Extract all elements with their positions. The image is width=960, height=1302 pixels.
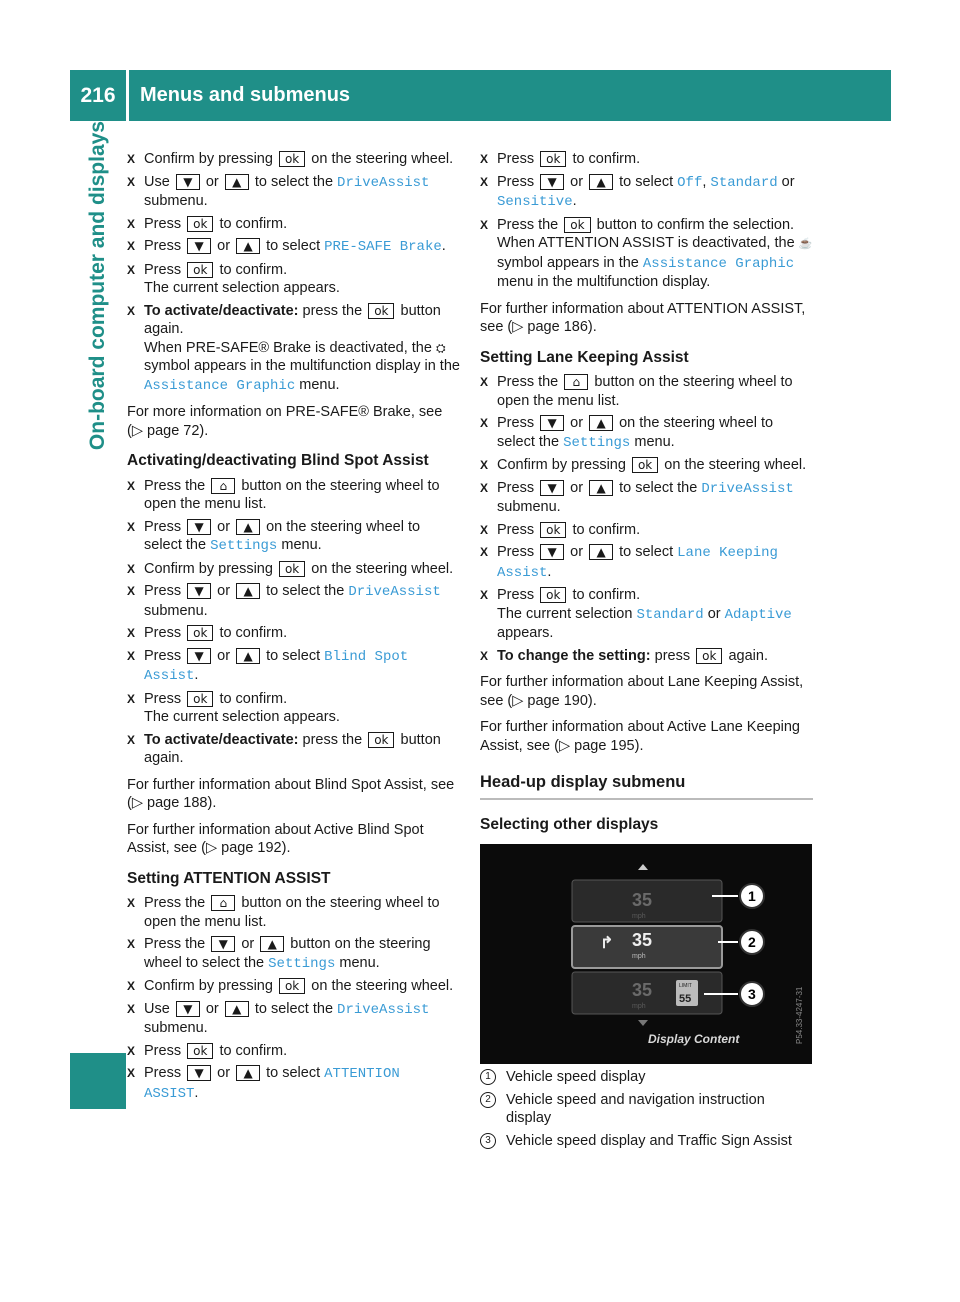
caption-item: 3 Vehicle speed display and Traffic Sign Assist	[480, 1132, 813, 1151]
menu-name: Blind Spot Assist	[144, 648, 409, 684]
speed-1: 35	[632, 890, 653, 910]
step: X Press ok to confirm.	[127, 215, 288, 232]
callout-3-number: 3	[748, 986, 756, 1002]
sidebar-section-label: On-board computer and displays	[86, 121, 109, 451]
menu-name: DriveAssist	[337, 1001, 430, 1018]
step-arrow-icon: X	[127, 979, 136, 993]
page-title: Menus and submenus	[140, 84, 351, 106]
step: X Press ok to confirm. The current selection appears.	[127, 261, 340, 296]
step: X Press ▼ or ▲ on the steering wheel to select the Settings menu.	[480, 415, 774, 451]
ok-key-icon: ok	[187, 216, 213, 232]
caption-number: 1	[480, 1069, 496, 1085]
step: X Use ▼ or ▲ to select the DriveAssist submenu.	[127, 173, 430, 209]
section-heading: Setting ATTENTION ASSIST	[127, 869, 331, 887]
down-key-icon: ▼	[187, 519, 211, 535]
menu-name: Off	[677, 174, 703, 191]
step: X Confirm by pressing ok on the steering wheel.	[127, 151, 454, 167]
ok-key-icon: ok	[540, 522, 566, 538]
left-column	[127, 150, 460, 1107]
up-key-icon: ▲	[589, 415, 613, 431]
callout-2-number: 2	[748, 934, 756, 950]
step: X Press the ⌂ button on the steering wheel to open the menu list.	[127, 895, 440, 930]
right-column	[480, 150, 813, 1154]
step: X Press ok to confirm.	[480, 151, 641, 167]
step-arrow-icon: X	[127, 262, 136, 277]
home-key-icon: ⌂	[211, 478, 235, 494]
step: X Press the ok button to confirm the selection. When ATTENTION ASSIST is deactivated, the ☕ symbol appears in the Assistance Graphic menu in the multifunction display.	[480, 216, 813, 290]
unit-1: mph	[632, 913, 646, 920]
step: X To activate/deactivate: press the ok button again. When PRE-SAFE® Brake is deactivated, the ⛭ symbol appears in the multifunction display in the Assistance Graphic menu.	[127, 302, 460, 394]
down-key-icon: ▼	[187, 583, 211, 599]
up-key-icon: ▲	[225, 174, 249, 190]
ok-key-icon: ok	[279, 151, 305, 167]
caption-item: 1 Vehicle speed display	[480, 1068, 813, 1087]
step: X Press ▼ or ▲ to select the DriveAssist submenu.	[480, 479, 794, 515]
unit-2: mph	[632, 953, 646, 960]
ok-key-icon: ok	[368, 303, 394, 319]
up-key-icon: ▲	[236, 238, 260, 254]
step-arrow-icon: X	[127, 303, 136, 318]
step: X Press ok to confirm.	[127, 625, 288, 641]
header-divider	[126, 70, 129, 121]
step: X Press ok to confirm.	[480, 521, 641, 538]
up-key-icon: ▲	[589, 174, 613, 190]
step-arrow-icon: X	[480, 416, 489, 430]
ok-key-icon: ok	[368, 732, 394, 748]
step-arrow-icon: X	[127, 732, 136, 747]
step-arrow-icon: X	[127, 1066, 136, 1080]
step-arrow-icon: X	[480, 152, 489, 166]
home-key-icon: ⌂	[211, 895, 235, 911]
display-content-label: Display Content	[648, 1032, 740, 1046]
step-arrow-icon: X	[127, 691, 136, 706]
step: X Press ok to confirm.	[127, 1042, 288, 1059]
step: X Press the ⌂ button on the steering wheel to open the menu list.	[127, 477, 440, 512]
down-key-icon: ▼	[540, 544, 564, 560]
step-arrow-icon: X	[127, 174, 136, 189]
attention-assist-off-icon: ☕	[798, 238, 813, 250]
step-arrow-icon: X	[127, 478, 136, 493]
menu-name: Settings	[563, 434, 631, 451]
down-key-icon: ▼	[176, 1001, 200, 1017]
limit-label: LIMIT	[679, 983, 692, 989]
hud-display-illustration	[480, 844, 812, 1064]
up-key-icon: ▲	[236, 519, 260, 535]
step: X Press ▼ or ▲ to select Lane Keeping Assist.	[480, 544, 778, 581]
down-key-icon: ▼	[187, 238, 211, 254]
menu-name: Adaptive	[724, 606, 792, 623]
sidebar-section-label-wrap	[70, 121, 126, 1051]
step: X Press ok to confirm. The current selection Standard or Adaptive appears.	[480, 587, 792, 641]
unit-3: mph	[632, 1003, 646, 1010]
up-key-icon: ▲	[589, 544, 613, 560]
menu-name: DriveAssist	[701, 480, 794, 497]
ok-key-icon: ok	[279, 978, 305, 994]
ok-key-icon: ok	[187, 625, 213, 641]
menu-name: Assistance Graphic	[642, 255, 795, 272]
step: X Press ▼ or ▲ on the steering wheel to select the Settings menu.	[127, 518, 421, 554]
ok-key-icon: ok	[540, 151, 566, 167]
step-arrow-icon: X	[127, 648, 136, 663]
info-paragraph: For further information about Lane Keeping Assist, see (▷ page 190).	[480, 674, 804, 709]
menu-name: Settings	[268, 955, 336, 972]
step: X Press ▼ or ▲ to select PRE-SAFE Brake.	[127, 238, 446, 255]
step: X Press the ▼ or ▲ button on the steering wheel to select the Settings menu.	[127, 936, 431, 972]
menu-name: PRE-SAFE Brake	[324, 239, 442, 255]
step: X Use ▼ or ▲ to select the DriveAssist submenu.	[127, 1000, 430, 1036]
menu-name: Settings	[210, 538, 278, 554]
ok-key-icon: ok	[540, 587, 566, 603]
section-heading: Selecting other displays	[480, 815, 659, 833]
menu-name: Standard	[710, 174, 778, 191]
figure-code: P54.33-4247-31	[795, 986, 804, 1044]
up-key-icon: ▲	[236, 1065, 260, 1081]
step: X Press ok to confirm. The current selection appears.	[127, 690, 340, 725]
menu-name: ATTENTION ASSIST	[144, 1066, 400, 1102]
info-paragraph: For further information about Blind Spot Assist, see (▷ page 188).	[127, 776, 455, 811]
callout-1-number: 1	[748, 888, 756, 904]
down-key-icon: ▼	[540, 174, 564, 190]
ok-key-icon: ok	[187, 691, 213, 707]
menu-name: Assistance Graphic	[144, 377, 296, 394]
step-arrow-icon: X	[127, 216, 136, 231]
ok-key-icon: ok	[187, 1043, 213, 1059]
step-arrow-icon: X	[480, 588, 489, 602]
step: X Press ▼ or ▲ to select ATTENTION ASSIST.	[127, 1065, 400, 1102]
step-arrow-icon: X	[127, 239, 136, 253]
up-key-icon: ▲	[589, 480, 613, 496]
info-paragraph: For more information on PRE-SAFE® Brake, see (▷ page 72).	[127, 404, 443, 439]
step: X Press ▼ or ▲ to select Off, Standard or Sensitive.	[480, 173, 795, 210]
page-number: 216	[80, 84, 116, 107]
step-arrow-icon: X	[480, 217, 489, 232]
pre-safe-off-icon: ⛭	[435, 340, 446, 355]
speed-2: 35	[632, 930, 653, 950]
step-arrow-icon: X	[127, 561, 136, 576]
caption-item: 2 Vehicle speed and navigation instruction display	[480, 1091, 813, 1128]
ok-key-icon: ok	[696, 648, 722, 664]
sidebar-marker	[70, 1053, 126, 1109]
step-arrow-icon: X	[127, 519, 136, 534]
caption-number: 3	[480, 1133, 496, 1149]
step-arrow-icon: X	[480, 480, 489, 495]
step-arrow-icon: X	[127, 896, 136, 910]
step: X Press ▼ or ▲ to select Blind Spot Assist.	[127, 647, 409, 684]
ok-key-icon: ok	[632, 457, 658, 473]
menu-name: Sensitive	[497, 194, 573, 210]
hud-display-figure	[480, 844, 812, 1064]
step-arrow-icon: X	[480, 522, 489, 537]
step: X To change the setting: press ok again.	[480, 647, 768, 664]
menu-name: Standard	[636, 606, 704, 623]
up-key-icon: ▲	[225, 1001, 249, 1017]
step: X Confirm by pressing ok on the steering wheel.	[127, 560, 454, 577]
menu-name: DriveAssist	[348, 584, 441, 600]
step-arrow-icon: X	[127, 1001, 136, 1016]
step-arrow-icon: X	[127, 584, 136, 598]
step: X Confirm by pressing ok on the steering wheel.	[480, 457, 807, 473]
section-heading: Setting Lane Keeping Assist	[480, 348, 689, 366]
step-arrow-icon: X	[127, 626, 136, 640]
info-paragraph: For further information about ATTENTION ASSIST, see (▷ page 186).	[480, 300, 806, 335]
step-arrow-icon: X	[480, 458, 489, 472]
up-key-icon: ▲	[236, 648, 260, 664]
step-arrow-icon: X	[480, 375, 489, 389]
info-paragraph: For further information about Active Blind Spot Assist, see (▷ page 192).	[127, 821, 424, 856]
step-arrow-icon: X	[127, 937, 136, 951]
step-arrow-icon: X	[127, 1043, 136, 1058]
limit-value: 55	[679, 993, 692, 1005]
up-key-icon: ▲	[260, 936, 284, 952]
ok-key-icon: ok	[279, 561, 305, 577]
down-key-icon: ▼	[187, 648, 211, 664]
step-arrow-icon: X	[480, 648, 489, 663]
caption-number: 2	[480, 1092, 496, 1108]
ok-key-icon: ok	[564, 217, 590, 233]
info-paragraph: For further information about Active Lane Keeping Assist, see (▷ page 195).	[480, 719, 800, 754]
up-key-icon: ▲	[236, 583, 260, 599]
section-heading: Activating/deactivating Blind Spot Assist	[127, 452, 429, 469]
down-key-icon: ▼	[187, 1065, 211, 1081]
down-key-icon: ▼	[211, 936, 235, 952]
section-heading-main: Head-up display submenu	[480, 773, 813, 800]
step: X Confirm by pressing ok on the steering wheel.	[127, 978, 454, 994]
step-arrow-icon: X	[480, 545, 489, 559]
step: X Press the ⌂ button on the steering wheel to open the menu list.	[480, 374, 793, 409]
down-key-icon: ▼	[540, 415, 564, 431]
step: X Press ▼ or ▲ to select the DriveAssist submenu.	[127, 583, 441, 619]
ok-key-icon: ok	[187, 262, 213, 278]
nav-arrow-icon: ↱	[600, 935, 614, 952]
step-arrow-icon: X	[127, 152, 136, 166]
down-key-icon: ▼	[540, 480, 564, 496]
menu-name: Lane Keeping Assist	[497, 545, 778, 581]
step: X To activate/deactivate: press the ok button again.	[127, 731, 441, 766]
step-arrow-icon: X	[480, 174, 489, 189]
menu-name: DriveAssist	[337, 174, 430, 191]
down-key-icon: ▼	[176, 174, 200, 190]
speed-3: 35	[632, 980, 653, 1000]
home-key-icon: ⌂	[564, 374, 588, 390]
